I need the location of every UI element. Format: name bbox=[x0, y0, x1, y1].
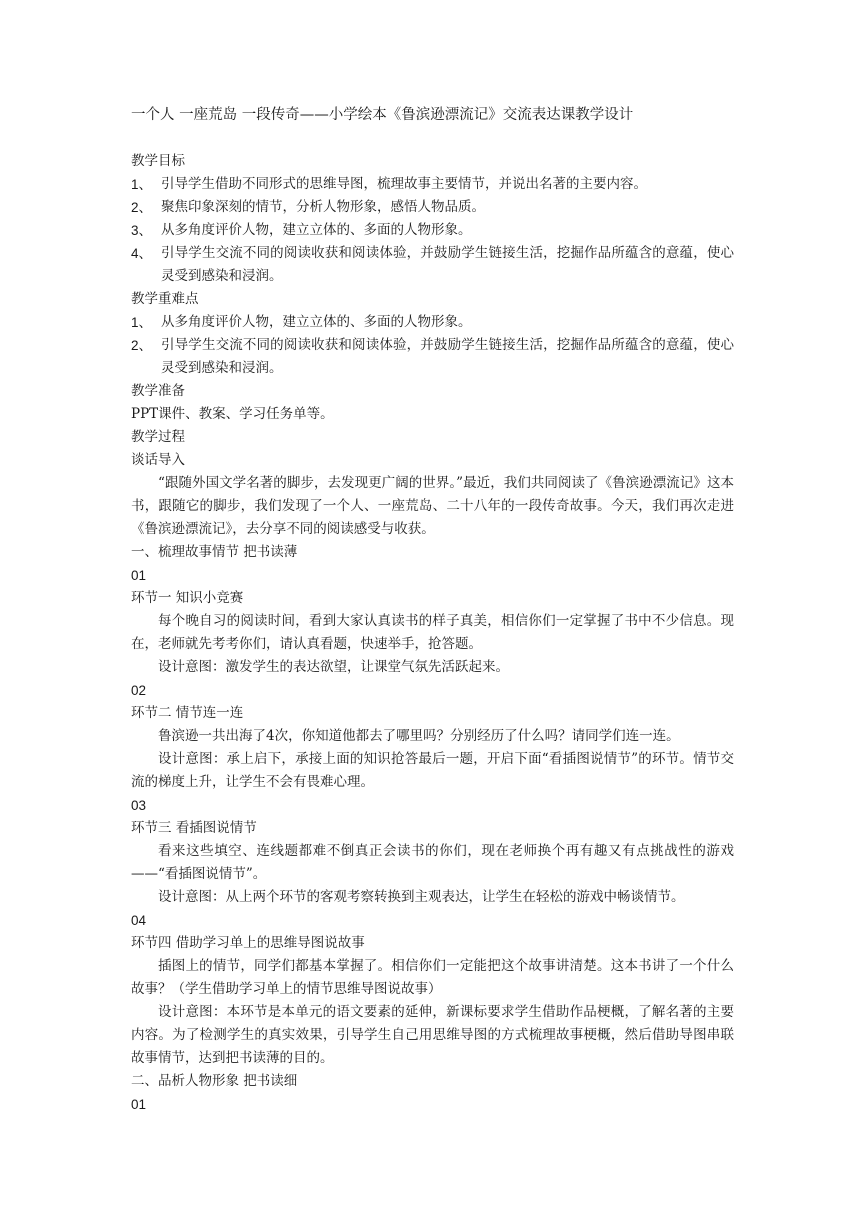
step-number: 02 bbox=[131, 683, 147, 698]
key-points-heading: 教学重难点 bbox=[131, 291, 199, 307]
goals-heading: 教学目标 bbox=[131, 153, 185, 169]
document-title: 一个人 一座荒岛 一段传奇——小学绘本《鲁滨逊漂流记》交流表达课教学设计 bbox=[131, 107, 634, 123]
goal-item bbox=[131, 173, 734, 196]
section-one-heading: 一、梳理故事情节 把书读薄 bbox=[131, 544, 298, 560]
key-point-item bbox=[131, 334, 734, 380]
goal-number: 3、 bbox=[131, 223, 153, 238]
step-four-heading: 环节四 借助学习单上的思维导图说故事 bbox=[131, 935, 365, 951]
goal-number: 2、 bbox=[131, 200, 153, 215]
goal-item bbox=[131, 242, 734, 288]
key-point-text: 引导学生交流不同的阅读收获和阅读体验，并鼓励学生链接生活，挖掘作品所蕴含的意蕴，使心灵受到感染和浸润。 bbox=[161, 337, 734, 376]
step-four-intent: 设计意图：本环节是本单元的语文要素的延伸，新课标要求学生借助作品梗概，了解名著的主要内容。为了检测学生的真实效果，引导学生自己用思维导图的方式梳理故事梗概，然后借助导图串联故事情节，达到把书读薄的目的。 bbox=[131, 1004, 734, 1066]
section-two-heading: 二、品析人物形象 把书读细 bbox=[131, 1073, 298, 1089]
goal-text: 引导学生借助不同形式的思维导图，梳理故事主要情节，并说出名著的主要内容。 bbox=[161, 176, 647, 192]
step-three-paragraph: 看来这些填空、连线题都难不倒真正会读书的你们，现在老师换个再有趣又有点挑战性的游戏——“看插图说情节”。 bbox=[131, 843, 734, 882]
key-point-number: 1、 bbox=[131, 315, 153, 330]
process-heading: 教学过程 bbox=[131, 429, 185, 445]
step-one-paragraph: 每个晚自习的阅读时间，看到大家认真读书的样子真美，相信你们一定掌握了书中不少信息。现在，老师就先考考你们，请认真看题，快速举手，抢答题。 bbox=[131, 613, 734, 652]
key-point-item bbox=[131, 311, 734, 334]
goal-text: 聚焦印象深刻的情节，分析人物形象，感悟人物品质。 bbox=[161, 199, 485, 215]
step-four-paragraph: 插图上的情节，同学们都基本掌握了。相信你们一定能把这个故事讲清楚。这本书讲了一个什么故事？（学生借助学习单上的情节思维导图说故事） bbox=[131, 958, 734, 997]
goal-number: 4、 bbox=[131, 246, 153, 261]
step-number: 01 bbox=[131, 568, 147, 583]
intro-paragraph: “跟随外国文学名著的脚步，去发现更广阔的世界。”最近，我们共同阅读了《鲁滨逊漂流记》这本书，跟随它的脚步，我们发现了一个人、一座荒岛、二十八年的一段传奇故事。今天，我们再次走进《鲁滨逊漂流记》，去分享不同的阅读感受与收获。 bbox=[131, 475, 734, 537]
step-one-heading: 环节一 知识小竞赛 bbox=[131, 590, 244, 606]
intro-heading: 谈话导入 bbox=[131, 452, 185, 468]
step-two-paragraph: 鲁滨逊一共出海了4次，你知道他都去了哪里吗？分别经历了什么吗？请同学们连一连。 bbox=[158, 728, 680, 744]
step-two-heading: 环节二 情节连一连 bbox=[131, 705, 244, 721]
step-number: 04 bbox=[131, 913, 147, 928]
goal-number: 1、 bbox=[131, 177, 153, 192]
goal-item bbox=[131, 219, 734, 242]
step-number: 03 bbox=[131, 798, 147, 813]
goal-text: 引导学生交流不同的阅读收获和阅读体验，并鼓励学生链接生活，挖掘作品所蕴含的意蕴，使心灵受到感染和浸润。 bbox=[161, 245, 734, 284]
document-page bbox=[131, 104, 734, 1116]
step-one-intent: 设计意图：激发学生的表达欲望，让课堂气氛先活跃起来。 bbox=[158, 659, 509, 675]
goal-text: 从多角度评价人物，建立立体的、多面的人物形象。 bbox=[161, 222, 472, 238]
step-three-intent: 设计意图：从上两个环节的客观考察转换到主观表达，让学生在轻松的游戏中畅谈情节。 bbox=[158, 889, 685, 905]
key-point-number: 2、 bbox=[131, 338, 153, 353]
step-number: 01 bbox=[131, 1097, 147, 1112]
step-three-heading: 环节三 看插图说情节 bbox=[131, 820, 257, 836]
preparation-heading: 教学准备 bbox=[131, 383, 185, 399]
goal-item bbox=[131, 196, 734, 219]
key-point-text: 从多角度评价人物，建立立体的、多面的人物形象。 bbox=[161, 314, 472, 330]
step-two-intent: 设计意图：承上启下，承接上面的知识抢答最后一题，开启下面“看插图说情节”的环节。情节交流的梯度上升，让学生不会有畏难心理。 bbox=[131, 751, 734, 790]
preparation-text: PPT课件、教案、学习任务单等。 bbox=[131, 406, 334, 422]
